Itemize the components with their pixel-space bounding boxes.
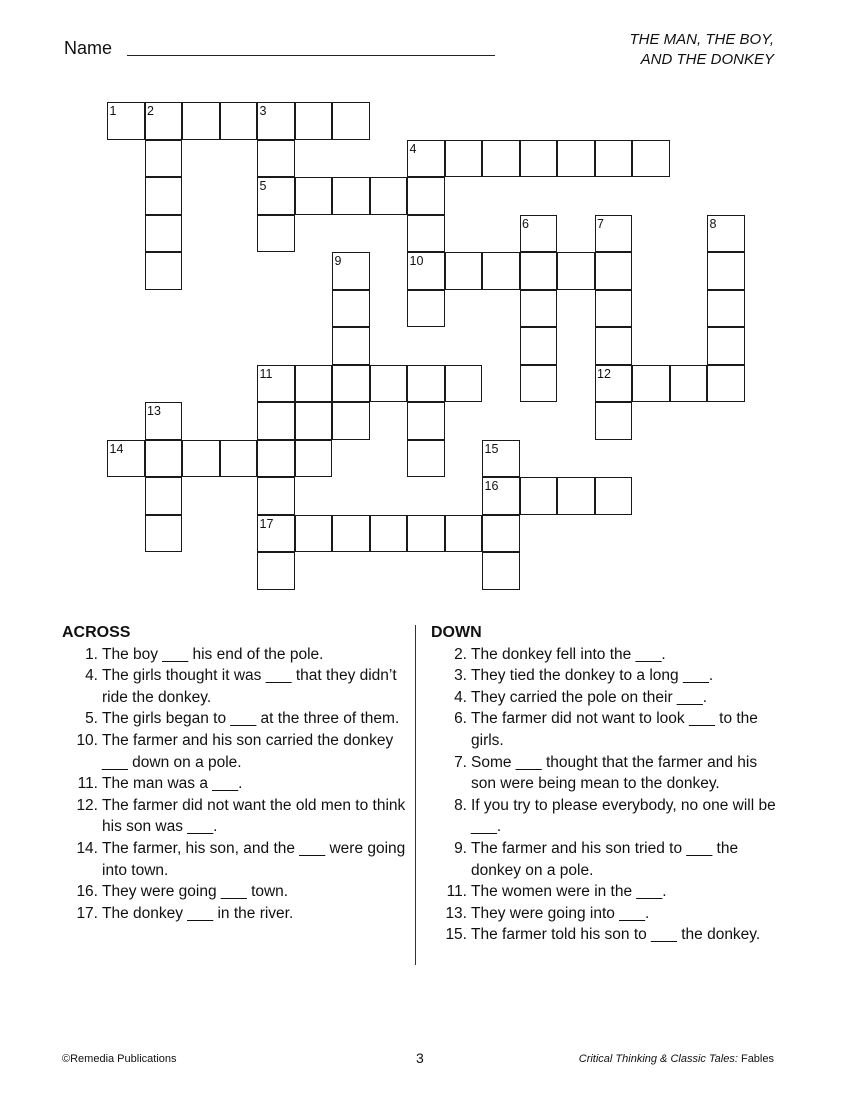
- clue-number: 7: [597, 216, 604, 231]
- crossword-cell[interactable]: [145, 252, 183, 290]
- clue-item: [431, 708, 776, 751]
- clue-number: 1: [109, 104, 117, 118]
- crossword-cell[interactable]: [145, 515, 183, 553]
- clue-number: 11: [259, 366, 273, 381]
- crossword-cell[interactable]: [445, 515, 483, 553]
- down-heading: DOWN: [431, 624, 482, 641]
- clue-item: [62, 795, 407, 838]
- clue-number: 3: [259, 104, 267, 118]
- clue-item-text: They were going into ___.: [471, 904, 650, 922]
- crossword-cell[interactable]: [145, 177, 183, 215]
- clue-item: [62, 903, 407, 925]
- crossword-cell[interactable]: [482, 515, 520, 553]
- clue-number: 14: [109, 441, 124, 456]
- crossword-cell[interactable]: [220, 440, 258, 478]
- crossword-cell[interactable]: [707, 290, 745, 328]
- title-line-1: THE MAN, THE BOY,: [629, 31, 774, 48]
- crossword-cell[interactable]: [595, 290, 633, 328]
- clue-item-text: The farmer told his son to ___ the donkey.: [471, 926, 761, 944]
- crossword-cell[interactable]: [595, 327, 633, 365]
- clue-item-text: The donkey ___ in the river.: [102, 904, 294, 922]
- clue-item-text: The girls began to ___ at the three of them.: [102, 710, 400, 728]
- clue-number: 16: [484, 479, 499, 493]
- crossword-cell[interactable]: [632, 365, 670, 403]
- crossword-cell[interactable]: [407, 177, 445, 215]
- clue-item-number: 5.: [85, 710, 98, 728]
- clue-number: 10: [409, 254, 424, 268]
- crossword-cell[interactable]: [370, 365, 408, 403]
- crossword-cell[interactable]: [295, 440, 333, 478]
- clue-item-text: They carried the pole on their ___.: [471, 688, 708, 706]
- clue-item: [431, 903, 776, 925]
- clue-item-number: 13.: [445, 904, 467, 922]
- clue-item-text: They were going ___ town.: [102, 883, 289, 901]
- crossword-cell[interactable]: [182, 102, 220, 140]
- crossword-cell[interactable]: [407, 215, 445, 253]
- crossword-cell[interactable]: [707, 365, 745, 403]
- crossword-cell[interactable]: [595, 402, 633, 440]
- crossword-cell[interactable]: [370, 177, 408, 215]
- clue-item-number: 11.: [446, 883, 467, 901]
- crossword-cell[interactable]: [595, 252, 633, 290]
- title-line-2: AND THE DONKEY: [640, 51, 774, 68]
- clue-number: 6: [522, 216, 529, 231]
- clue-item-number: 7.: [454, 753, 467, 771]
- crossword-cell[interactable]: [407, 515, 445, 553]
- clue-item: [431, 795, 776, 838]
- clue-item-text: Some ___ thought that the farmer and his son were being mean to the donkey.: [471, 753, 758, 793]
- copyright: ©Remedia Publications: [62, 1053, 177, 1065]
- clue-item: [431, 924, 776, 946]
- crossword-cell[interactable]: [520, 477, 558, 515]
- crossword-cell[interactable]: [445, 365, 483, 403]
- crossword-cell[interactable]: [145, 140, 183, 178]
- book-title-italic: Critical Thinking & Classic Tales:: [578, 1053, 738, 1065]
- crossword-cell[interactable]: [332, 402, 370, 440]
- crossword-cell[interactable]: [332, 515, 370, 553]
- crossword-cell[interactable]: [407, 402, 445, 440]
- book-title-plain: Fables: [740, 1053, 774, 1065]
- clue-number: 15: [484, 441, 499, 456]
- book-title: [579, 1053, 774, 1065]
- clue-item-text: They tied the donkey to a long ___.: [471, 667, 714, 685]
- crossword-cell[interactable]: [407, 365, 445, 403]
- crossword-cell[interactable]: [632, 140, 670, 178]
- clue-item: [431, 644, 776, 666]
- clue-item-number: 14.: [76, 839, 98, 857]
- crossword-cell[interactable]: [407, 440, 445, 478]
- page-number: 3: [416, 1050, 424, 1066]
- crossword-cell[interactable]: [257, 215, 295, 253]
- clue-number: 13: [147, 404, 161, 418]
- crossword-cell[interactable]: [332, 102, 370, 140]
- crossword-cell[interactable]: [407, 290, 445, 328]
- clue-item: [431, 881, 776, 903]
- clue-item-text: The boy ___ his end of the pole.: [102, 645, 324, 663]
- clue-item-number: 15.: [445, 926, 467, 944]
- clue-item-text: The farmer did not want to look ___ to the girls.: [471, 710, 758, 749]
- crossword-cell[interactable]: [557, 140, 595, 178]
- clue-item: [62, 665, 407, 708]
- crossword-cell[interactable]: [332, 177, 370, 215]
- crossword-cell[interactable]: [595, 140, 633, 178]
- clue-item: [431, 752, 776, 795]
- clue-item: [62, 644, 407, 666]
- crossword-cell[interactable]: [145, 477, 183, 515]
- crossword-cell[interactable]: [182, 440, 220, 478]
- crossword-cell[interactable]: [370, 515, 408, 553]
- clue-item-number: 16.: [76, 883, 98, 901]
- clue-divider: [415, 625, 416, 965]
- clue-item-text: The farmer, his son, and the ___ were going into town.: [102, 839, 406, 879]
- crossword-cell[interactable]: [520, 140, 558, 178]
- clue-item: [62, 708, 407, 730]
- crossword-cell[interactable]: [520, 327, 558, 365]
- clue-number: 8: [709, 216, 717, 231]
- crossword-cell[interactable]: [295, 515, 333, 553]
- clue-item: [62, 730, 407, 773]
- clue-number: 17: [259, 516, 274, 531]
- crossword-cell[interactable]: [520, 290, 558, 328]
- clue-item: [431, 838, 776, 881]
- clue-item-text: The farmer and his son carried the donkey ___ down on a pole.: [102, 731, 394, 771]
- clue-item-number: 12.: [76, 796, 98, 814]
- clue-item-number: 6.: [454, 710, 467, 728]
- crossword-cell[interactable]: [520, 365, 558, 403]
- crossword-cell[interactable]: [295, 402, 333, 440]
- clue-item: [62, 838, 407, 881]
- clue-item-text: The farmer and his son tried to ___ the donkey on a pole.: [471, 839, 739, 879]
- clue-number: 5: [259, 179, 267, 193]
- crossword-cell[interactable]: [332, 365, 370, 403]
- clue-item: [431, 665, 776, 687]
- crossword-cell[interactable]: [595, 477, 633, 515]
- crossword-cell[interactable]: [707, 327, 745, 365]
- crossword-cell[interactable]: [332, 327, 370, 365]
- crossword-cell[interactable]: [295, 365, 333, 403]
- clue-item-text: The women were in the ___.: [471, 883, 667, 901]
- clue-item-number: 10.: [76, 731, 98, 749]
- crossword-cell[interactable]: [257, 440, 295, 478]
- clue-item-text: If you try to please everybody, no one will be ___.: [471, 796, 776, 836]
- crossword-cell[interactable]: [332, 290, 370, 328]
- crossword-cell[interactable]: [257, 552, 295, 590]
- crossword-cell[interactable]: [520, 252, 558, 290]
- clue-item-number: 1.: [85, 645, 98, 663]
- clue-item-text: The girls thought it was ___ that they didn’t ride the donkey.: [102, 667, 397, 706]
- clue-item-number: 4.: [85, 667, 98, 685]
- clue-number: 4: [409, 141, 417, 156]
- clue-item-number: 4.: [454, 688, 467, 706]
- crossword-cell[interactable]: [670, 365, 708, 403]
- clue-item-text: The donkey fell into the ___.: [471, 645, 666, 663]
- clue-item-number: 8.: [454, 796, 467, 814]
- crossword-cell[interactable]: [145, 440, 183, 478]
- clue-item-number: 9.: [454, 839, 467, 857]
- clue-item-number: 11.: [77, 775, 98, 793]
- name-label: Name: [64, 38, 113, 58]
- crossword-cell[interactable]: [557, 252, 595, 290]
- across-heading: ACROSS: [62, 624, 131, 641]
- clue-item-number: 2.: [454, 645, 467, 663]
- crossword-cell[interactable]: [707, 252, 745, 290]
- crossword-cell[interactable]: [220, 102, 258, 140]
- clue-item: [62, 773, 407, 795]
- crossword-cell[interactable]: [482, 552, 520, 590]
- clue-item-text: The farmer did not want the old men to think his son was ___.: [102, 796, 406, 836]
- crossword-cell[interactable]: [145, 215, 183, 253]
- clue-item-number: 17.: [76, 904, 98, 922]
- crossword-cell[interactable]: [445, 140, 483, 178]
- crossword-cell[interactable]: [482, 140, 520, 178]
- crossword-cell[interactable]: [257, 402, 295, 440]
- crossword-cell[interactable]: [295, 102, 333, 140]
- crossword-cell[interactable]: [445, 252, 483, 290]
- crossword-cell[interactable]: [295, 177, 333, 215]
- crossword-cell[interactable]: [257, 140, 295, 178]
- clue-item: [431, 687, 776, 709]
- clue-item-number: 3.: [454, 667, 467, 685]
- clue-item: [62, 881, 407, 903]
- clue-item-text: The man was a ___.: [102, 775, 243, 793]
- down-clues: [431, 622, 776, 946]
- crossword-cell[interactable]: [257, 477, 295, 515]
- crossword-cell[interactable]: [482, 252, 520, 290]
- clue-number: 9: [334, 254, 342, 268]
- crossword-cell[interactable]: [557, 477, 595, 515]
- across-clues: [62, 622, 407, 924]
- clue-number: 2: [147, 104, 154, 118]
- clue-number: 12: [597, 366, 611, 381]
